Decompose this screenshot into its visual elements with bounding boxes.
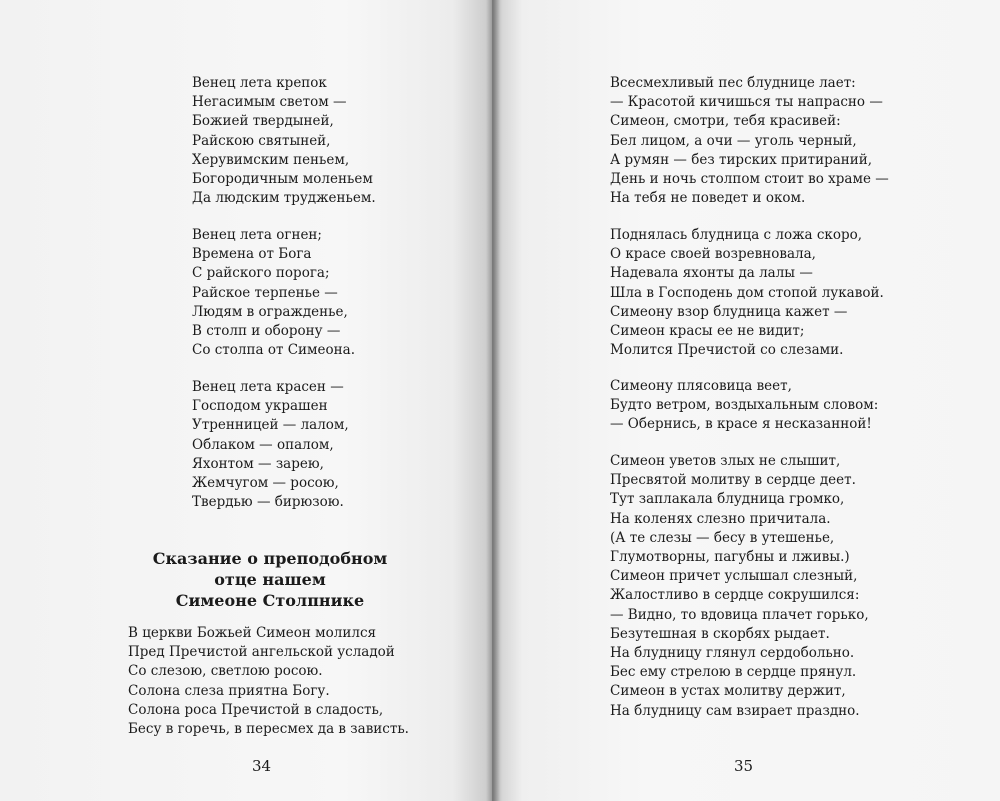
page-number-left: 34	[252, 757, 272, 775]
poem-line: Симеон, смотри, тебя красивей:	[610, 113, 841, 130]
poem-line: Господом украшен	[192, 398, 328, 415]
right-stanza-1	[610, 74, 889, 208]
poem-line: Надевала яхонты да лалы —	[610, 265, 813, 282]
poem-line: Солона роса Пречистой в сладость,	[128, 701, 384, 718]
poem-line: Венец лета крепок	[192, 75, 327, 91]
poem-line: Со слезою, светлою росою.	[128, 663, 323, 680]
poem-line: Симеон в устах молитву держит,	[610, 683, 846, 700]
poem-line: Жемчугом — росою,	[192, 475, 339, 492]
right-stanza-2	[610, 226, 884, 360]
poem-line: Бесу в горечь, в пересмех да в зависть.	[128, 721, 409, 738]
poem-line: Яхонтом — зарею,	[192, 455, 324, 472]
poem-line: День и ночь столпом стоит во храме —	[610, 171, 889, 188]
poem-line: Райскою святыней,	[192, 132, 331, 149]
poem-line: Венец лета огнен;	[192, 227, 322, 243]
poem-line: Всесмехливый пес блуднице лает:	[610, 75, 856, 91]
poem-line: Молится Пречистой со слезами.	[610, 342, 844, 359]
poem-line: Со столпа от Симеона.	[192, 342, 355, 359]
left-stanza-1	[192, 74, 376, 208]
poem-line: Солона слеза приятна Богу.	[128, 682, 330, 699]
poem-line: Бес ему стрелою в сердце прянул.	[610, 664, 857, 681]
poem-line: Божией твердыней,	[192, 113, 334, 130]
title-line: Симеоне Столпнике	[175, 591, 365, 610]
left-stanza-3	[192, 378, 349, 512]
right-stanza-4	[610, 452, 869, 721]
poem-line: Бел лицом, а очи — уголь черный,	[610, 132, 857, 149]
left-stanza-4	[128, 624, 409, 739]
poem-line: На блудницу сам взирает праздно.	[610, 702, 860, 719]
poem-line: А румян — без тирских притираний,	[610, 151, 873, 168]
poem-line: — Видно, то вдовица плачет горько,	[610, 606, 869, 623]
poem-line: (А те слезы — бесу в утешенье,	[610, 529, 835, 546]
title-line: Сказание о преподобном	[152, 549, 388, 568]
poem-line: В церкви Божьей Симеон молился	[128, 625, 377, 641]
poem-line: В столп и оборону —	[192, 323, 341, 340]
poem-line: Шла в Господень дом стопой лукавой.	[610, 284, 884, 301]
poem-line: Тут заплакала блудница громко,	[610, 491, 845, 508]
poem-line: — Красотой кичишься ты напрасно —	[610, 94, 883, 111]
section-title	[130, 548, 410, 611]
poem-line: Людям в огражденье,	[192, 303, 348, 320]
poem-line: Да людским трудженьем.	[192, 190, 376, 207]
poem-line: Утренницей — лалом,	[192, 417, 349, 434]
poem-line: Венец лета красен —	[192, 379, 344, 395]
poem-line: На блудницу глянул сердобольно.	[610, 645, 855, 662]
page-number-right: 35	[734, 757, 754, 775]
right-stanza-3	[610, 377, 878, 435]
poem-line: Облаком — опалом,	[192, 436, 334, 453]
poem-line: Поднялась блудница с ложа скоро,	[610, 227, 863, 243]
poem-line: Жалостливо в сердце сокрушился:	[610, 587, 860, 604]
poem-line: Будто ветром, воздыхальным словом:	[610, 397, 879, 414]
poem-line: Негасимым светом —	[192, 94, 347, 111]
poem-line: Времена от Бога	[192, 246, 312, 263]
right-page	[492, 0, 1000, 801]
poem-line: Херувимским пеньем,	[192, 151, 350, 168]
poem-line: На тебя не поведет и оком.	[610, 190, 806, 207]
poem-line: С райского порога;	[192, 265, 330, 282]
poem-line: Пред Пречистой ангельской усладой	[128, 644, 395, 661]
poem-line: Симеону взор блудница кажет —	[610, 303, 848, 320]
poem-line: О красе своей возревновала,	[610, 246, 816, 263]
poem-line: Райское терпенье —	[192, 284, 338, 301]
poem-line: Симеон уветов злых не слышит,	[610, 453, 841, 469]
poem-line: Симеон причет услышал слезный,	[610, 568, 858, 585]
left-stanza-2	[192, 226, 355, 360]
poem-line: Симеону плясовица веет,	[610, 378, 792, 394]
left-page	[0, 0, 492, 801]
poem-line: Твердью — бирюзою.	[192, 494, 344, 511]
poem-line: Пресвятой молитву в сердце деет.	[610, 472, 856, 489]
poem-line: Глумотворны, пагубны и лживы.)	[610, 549, 850, 566]
poem-line: Богородичным моленьем	[192, 171, 373, 188]
poem-line: Безутешная в скорбях рыдает.	[610, 625, 830, 642]
book-gutter-shadow	[486, 0, 500, 801]
poem-line: Симеон красы ее не видит;	[610, 323, 805, 340]
poem-line: — Обернись, в красе я несказанной!	[610, 416, 872, 433]
poem-line: На коленях слезно причитала.	[610, 510, 831, 527]
title-line: отце нашем	[214, 570, 326, 589]
